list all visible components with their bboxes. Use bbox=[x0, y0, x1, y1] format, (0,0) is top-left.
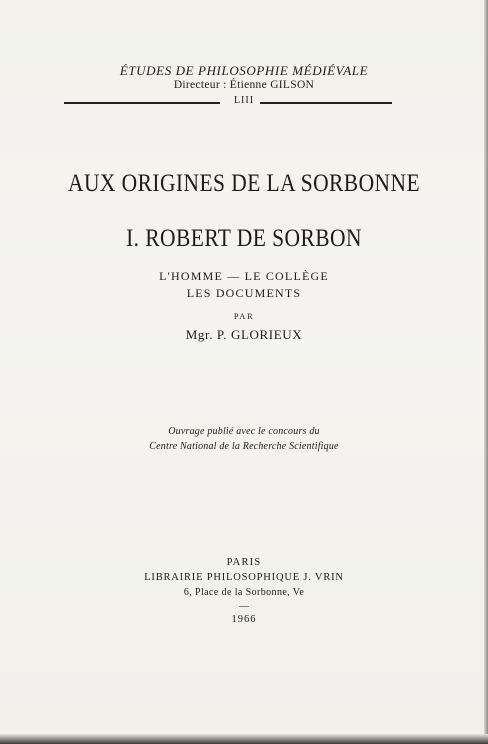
volume-number: LIII bbox=[233, 95, 255, 106]
page-edge-right bbox=[484, 0, 488, 744]
subtitle-line-2: LES DOCUMENTS bbox=[186, 286, 302, 300]
imprint-separator: — bbox=[239, 601, 249, 612]
book-subtitle-volume: I. ROBERT DE SORBON bbox=[126, 225, 362, 252]
publication-note-line-2: Centre National de la Recherche Scientifique bbox=[149, 441, 339, 452]
page-edge-bottom bbox=[0, 734, 488, 744]
imprint-address: 6, Place de la Sorbonne, Ve bbox=[183, 587, 305, 598]
book-title: AUX ORIGINES DE LA SORBONNE bbox=[67, 170, 421, 197]
series-director: Directeur : Étienne GILSON bbox=[173, 79, 315, 91]
publication-note-line-1: Ouvrage publié avec le concours du bbox=[168, 426, 320, 437]
subtitle-line-1: L'HOMME — LE COLLÈGE bbox=[159, 269, 329, 283]
author-name: Mgr. P. GLORIEUX bbox=[185, 327, 303, 342]
series-title: ÉTUDES DE PHILOSOPHIE MÉDIÉVALE bbox=[119, 63, 369, 78]
imprint-publisher: LIBRAIRIE PHILOSOPHIQUE J. VRIN bbox=[144, 572, 344, 583]
series-rule-right bbox=[260, 102, 392, 104]
imprint-city: PARIS bbox=[226, 557, 262, 568]
imprint-year: 1966 bbox=[231, 614, 257, 625]
byline-par: PAR bbox=[233, 311, 255, 321]
